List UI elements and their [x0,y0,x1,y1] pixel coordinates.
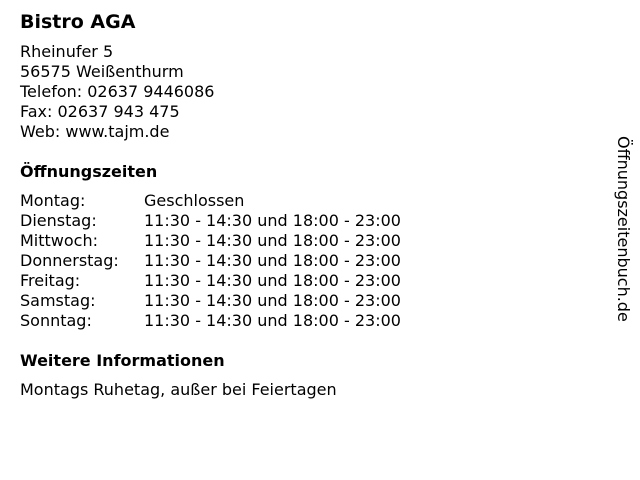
additional-info-heading: Weitere Informationen [20,351,225,370]
additional-info-text: Montags Ruhetag, außer bei Feiertagen [20,380,337,399]
street-address: Rheinufer 5 [20,42,114,61]
hours-row [20,251,401,271]
watermark-label: Öffnungszeitenbuch.de [614,136,633,322]
day-label: Mittwoch: [20,231,98,250]
day-hours: 11:30 - 14:30 und 18:00 - 23:00 [144,231,401,250]
hours-row [20,271,401,291]
day-hours: 11:30 - 14:30 und 18:00 - 23:00 [144,271,401,290]
day-label: Dienstag: [20,211,97,230]
day-label: Sonntag: [20,311,92,330]
city-postal: 56575 Weißenthurm [20,62,184,81]
day-label: Donnerstag: [20,251,119,270]
website: Web: www.tajm.de [20,122,170,141]
hours-row [20,291,401,311]
additional-info-section [20,351,600,400]
day-label: Montag: [20,191,86,210]
hours-row [20,311,401,331]
hours-row [20,211,401,231]
opening-hours-section [20,162,600,331]
business-card [20,10,600,400]
day-hours: 11:30 - 14:30 und 18:00 - 23:00 [144,251,401,270]
hours-row [20,191,401,211]
fax-number: Fax: 02637 943 475 [20,102,180,121]
day-label: Samstag: [20,291,96,310]
day-hours: 11:30 - 14:30 und 18:00 - 23:00 [144,291,401,310]
day-hours: 11:30 - 14:30 und 18:00 - 23:00 [144,211,401,230]
day-label: Freitag: [20,271,81,290]
hours-row [20,231,401,251]
address-block [20,42,600,142]
phone-number: Telefon: 02637 9446086 [20,82,215,101]
opening-hours-heading: Öffnungszeiten [20,162,158,181]
business-name: Bistro AGA [20,11,136,33]
day-hours: 11:30 - 14:30 und 18:00 - 23:00 [144,311,401,330]
day-hours: Geschlossen [144,191,245,210]
opening-hours-table [20,191,401,331]
